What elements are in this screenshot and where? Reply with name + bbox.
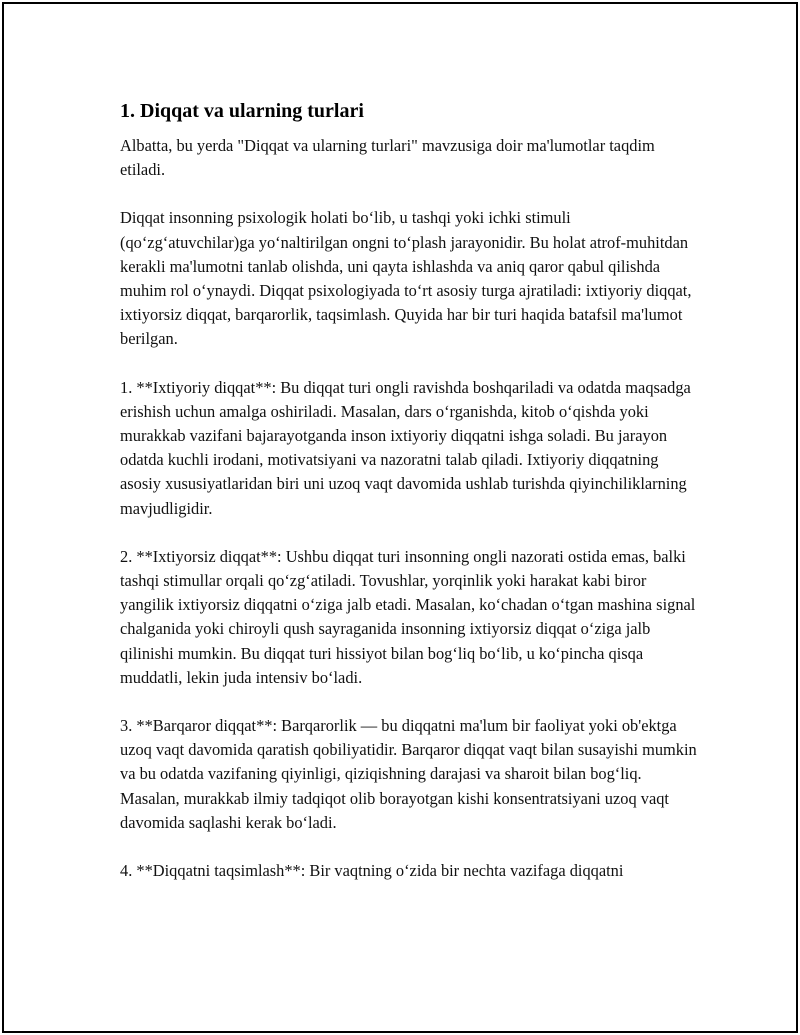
- paragraph-intro: Albatta, bu yerda "Diqqat va ularning turlari" mavzusiga doir ma'lumotlar taqdim etiladi.: [120, 136, 655, 180]
- paragraph-involuntary-attention: 2. **Ixtiyorsiz diqqat**: Ushbu diqqat turi insonning ongli nazorati ostida emas, balki tashqi stimullar orqali qoʻzgʻatiladi. Tovushlar, yorqinlik yoki harakat kabi biror yangilik ixtiyorsiz diqqatni oʻziga jalb etadi. Masalan, koʻchadan oʻtgan mashina signal chalganida yoki chiroyli qush sayraganida insonning ixtiyorsiz diqqat oʻziga jalb qilinishi mumkin. Bu diqqat turi hissiyot bilan bogʻliq boʻlib, u koʻpincha qisqa muddatli, lekin juda intensiv boʻladi.: [120, 546, 696, 687]
- paragraph-stable-attention: 3. **Barqaror diqqat**: Barqarorlik — bu diqqatni ma'lum bir faoliyat yoki ob'ektga uzoq vaqt davomida qaratish qobiliyatidir. Barqaror diqqat vaqt bilan susayishi mumkin va bu odatda vazifaning qiyinligi, qiziqishning darajasi va sharoit bilan bogʻliq. Masalan, murakkab ilmiy tadqiqot olib borayotgan kishi konsentratsiyani uzoq vaqt davomida saqlashi kerak boʻladi.: [120, 716, 697, 832]
- paragraph-divided-attention: 4. **Diqqatni taqsimlash**: Bir vaqtning oʻzida bir nechta vazifaga diqqatni: [120, 861, 624, 881]
- paragraph-voluntary-attention: 1. **Ixtiyoriy diqqat**: Bu diqqat turi ongli ravishda boshqariladi va odatda maqsadga erishish uchun amalga oshiriladi. Masalan, dars oʻrganishda, kitob oʻqishda yoki murakkab vazifani bajarayotganda inson ixtiyoriy diqqatni ishga soladi. Bu jarayon odatda kuchli irodani, motivatsiyani va nazoratni talab qiladi. Ixtiyoriy diqqatning asosiy xususiyatlaridan biri uni uzoq vaqt davomida ushlab turishda qiyinchiliklarning mavjudligidir.: [120, 377, 691, 518]
- document-title: 1. Diqqat va ularning turlari: [120, 100, 364, 122]
- document-content: [120, 98, 700, 883]
- document-page: [2, 2, 798, 1033]
- paragraph-definition: Diqqat insonning psixologik holati boʻlib, u tashqi yoki ichki stimuli (qoʻzgʻatuvchilar)ga yoʻnaltirilgan ongni toʻplash jarayonidir. Bu holat atrof-muhitdan kerakli ma'lumotni tanlab olishda, uni qayta ishlashda va aniq qaror qabul qilishda muhim rol oʻynaydi. Diqqat psixologiyada toʻrt asosiy turga ajratiladi: ixtiyoriy diqqat, ixtiyorsiz diqqat, barqarorlik, taqsimlash. Quyida har bir turi haqida batafsil ma'lumot berilgan.: [120, 208, 692, 349]
